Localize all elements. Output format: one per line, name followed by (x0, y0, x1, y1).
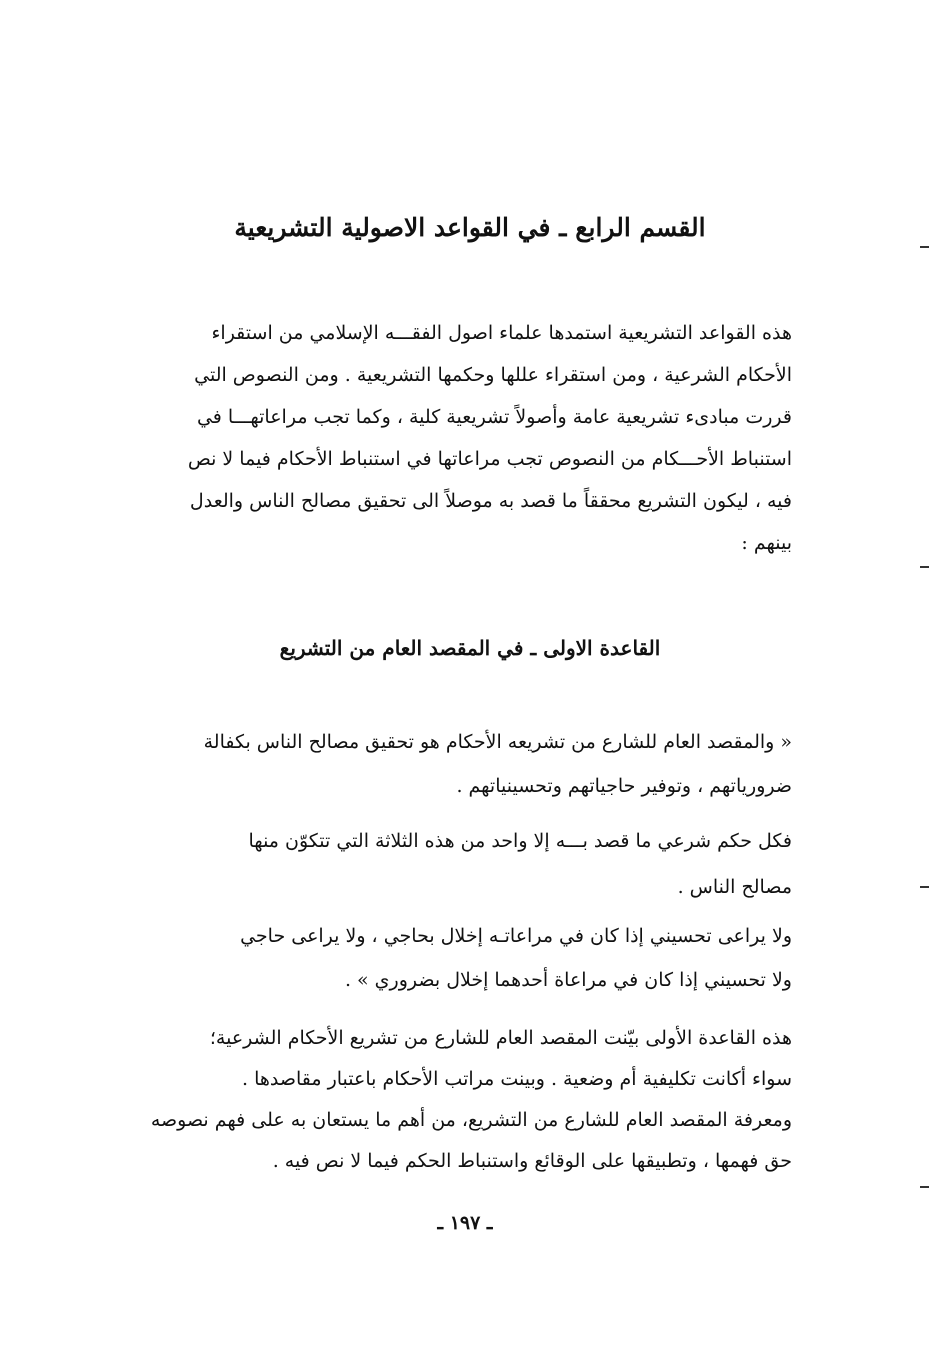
text-line: حق فهمها ، وتطبيقها على الوقائع واستنباط الحكم فيما لا نص فيه . (272, 1150, 792, 1172)
text-line: فكل حكم شرعي ما قصد بـــه إلا واحد من هذه الثلاثة التي تتكوّن منها (248, 830, 792, 852)
text-line: ومعرفة المقصد العام للشارع من التشريع، من أهم ما يستعان به على فهم نصوصه (150, 1109, 792, 1131)
text-line: هذه القاعدة الأولى بيّنت المقصد العام للشارع من تشريع الأحكام الشرعية؛ (209, 1027, 792, 1049)
margin-mark (920, 246, 929, 248)
text-line: مصالح الناس . (677, 876, 792, 898)
margin-mark (920, 566, 929, 568)
rule-title: القاعدة الاولى ـ في المقصد العام من التشريع (279, 636, 661, 660)
text-line: بينهم : (741, 532, 792, 554)
text-line: هذه القواعد التشريعية استمدها علماء اصول الفقـــه الإسلامي من استقراء (211, 322, 792, 344)
text-line: ولا تحسيني إذا كان في مراعاة أحدهما إخلال بضروري » . (344, 969, 792, 991)
margin-mark (920, 886, 929, 888)
text-line: فيه ، ليكون التشريع محققاً ما قصد به موصلاً الى تحقيق مصالح الناس والعدل (189, 490, 792, 512)
margin-mark (920, 1186, 929, 1188)
text-line: ولا يراعى تحسيني إذا كان في مراعاتـه إخلال بحاجي ، ولا يراعى حاجي (240, 925, 792, 947)
text-line: ضرورياتهم ، وتوفير حاجياتهم وتحسينياتهم . (456, 775, 792, 797)
section-title: القسم الرابع ـ في القواعد الاصولية التشريعية (234, 213, 706, 242)
page-number: ـ ١٩٧ ـ (437, 1212, 493, 1234)
text-line: قررت مبادىء تشريعية عامة وأصولاً تشريعية كلية ، وكما تجب مراعاتهـــا في (196, 406, 792, 428)
intro-paragraph (150, 312, 792, 564)
text-line: استنباط الأحـــكام من النصوص تجب مراعاتها في استنباط الأحكام فيما لا نص (187, 448, 792, 470)
text-line: « والمقصد العام للشارع من تشريعه الأحكام هو تحقيق مصالح الناس بكفالة (203, 731, 792, 753)
commentary-paragraph (150, 1018, 792, 1182)
rule-paragraph-2 (150, 818, 792, 910)
rule-paragraph-3 (150, 914, 792, 1002)
text-line: الأحكام الشرعية ، ومن استقراء عللها وحكمها التشريعية . ومن النصوص التي (194, 364, 792, 386)
text-line: سواء أكانت تكليفية أم وضعية . وبينت مراتب الأحكام باعتبار مقاصدها . (241, 1068, 792, 1090)
rule-paragraph-1 (150, 720, 792, 808)
